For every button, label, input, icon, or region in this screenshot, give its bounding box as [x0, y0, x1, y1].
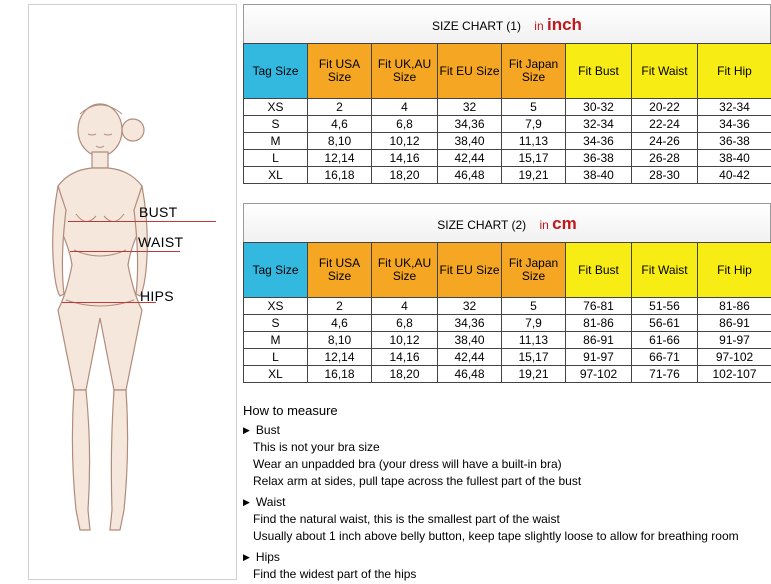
- table-cell: 24-26: [632, 133, 698, 150]
- table-cell: 22-24: [632, 116, 698, 133]
- table-cell: 6,8: [372, 315, 438, 332]
- table-cell: 34,36: [438, 116, 502, 133]
- table-cell: L: [244, 150, 308, 167]
- howto-section-waist: [243, 494, 771, 511]
- table-cell: 14,16: [372, 150, 438, 167]
- triangle-bullet-icon: ▶: [243, 425, 250, 435]
- table-cell: XS: [244, 298, 308, 315]
- table-cell: 38,40: [438, 133, 502, 150]
- howto-section-bust: [243, 422, 771, 439]
- table-cell: 12,14: [308, 150, 372, 167]
- table-cell: 66-71: [632, 349, 698, 366]
- howto-line: Find the natural waist, this is the smallest part of the waist: [253, 512, 560, 526]
- size-table: [243, 242, 771, 383]
- triangle-bullet-icon: ▶: [243, 497, 250, 507]
- header-cell: Fit EU Size: [438, 243, 502, 298]
- table-cell: 97-102: [698, 349, 771, 366]
- table-cell: XL: [244, 167, 308, 184]
- table-cell: 32-34: [566, 116, 632, 133]
- table-cell: 71-76: [632, 366, 698, 383]
- table-cell: 38,40: [438, 332, 502, 349]
- table-cell: 2: [308, 298, 372, 315]
- header-cell: Tag Size: [244, 44, 308, 99]
- header-cell: Fit USA Size: [308, 243, 372, 298]
- bust-line: [68, 221, 216, 222]
- table-row: [244, 116, 771, 133]
- table-row: [244, 150, 771, 167]
- table-cell: 16,18: [308, 167, 372, 184]
- table-cell: 19,21: [502, 366, 566, 383]
- table-cell: 12,14: [308, 349, 372, 366]
- table-cell: 6,8: [372, 116, 438, 133]
- table-cell: 30-32: [566, 99, 632, 116]
- table-cell: L: [244, 349, 308, 366]
- header-cell: Fit UK,AU Size: [372, 243, 438, 298]
- how-to-measure: [243, 402, 771, 583]
- table-cell: 34-36: [566, 133, 632, 150]
- table-cell: 18,20: [372, 366, 438, 383]
- table-cell: 51-56: [632, 298, 698, 315]
- table-cell: 4: [372, 298, 438, 315]
- header-cell: Fit Hip: [698, 44, 771, 99]
- size-chart-inch: [243, 4, 771, 184]
- table-cell: 4: [372, 99, 438, 116]
- table-cell: 32-34: [698, 99, 771, 116]
- table-cell: 5: [502, 99, 566, 116]
- table-cell: 10,12: [372, 332, 438, 349]
- table-cell: 7,9: [502, 116, 566, 133]
- table-cell: 10,12: [372, 133, 438, 150]
- header-cell: Fit Bust: [566, 243, 632, 298]
- waist-line: [70, 251, 180, 252]
- table-cell: 2: [308, 99, 372, 116]
- table-row: [244, 133, 771, 150]
- table-row: [244, 167, 771, 184]
- section-label: Bust: [255, 423, 280, 437]
- table-row: [244, 315, 771, 332]
- header-cell: Fit Japan Size: [502, 243, 566, 298]
- table-cell: 102-107: [698, 366, 771, 383]
- table-cell: 36-38: [566, 150, 632, 167]
- table-row: [244, 349, 771, 366]
- table-cell: 86-91: [698, 315, 771, 332]
- table-cell: 46,48: [438, 167, 502, 184]
- table-cell: 15,17: [502, 150, 566, 167]
- table-cell: 8,10: [308, 133, 372, 150]
- table-cell: 91-97: [698, 332, 771, 349]
- table-cell: 16,18: [308, 366, 372, 383]
- table-cell: 26-28: [632, 150, 698, 167]
- table-cell: 46,48: [438, 366, 502, 383]
- table-cell: 97-102: [566, 366, 632, 383]
- table-cell: S: [244, 315, 308, 332]
- table-cell: 19,21: [502, 167, 566, 184]
- table-cell: 4,6: [308, 116, 372, 133]
- table-row: [244, 366, 771, 383]
- header-cell: Tag Size: [244, 243, 308, 298]
- chart-title: SIZE CHART (1) in inch: [243, 4, 771, 43]
- header-cell: Fit Japan Size: [502, 44, 566, 99]
- table-cell: M: [244, 332, 308, 349]
- table-cell: 36-38: [698, 133, 771, 150]
- header-cell: Fit Hip: [698, 243, 771, 298]
- section-label: Hips: [255, 550, 280, 564]
- table-cell: 81-86: [698, 298, 771, 315]
- header-cell: Fit Waist: [632, 243, 698, 298]
- table-row: [244, 298, 771, 315]
- table-cell: 86-91: [566, 332, 632, 349]
- table-cell: 34-36: [698, 116, 771, 133]
- triangle-bullet-icon: ▶: [243, 552, 250, 562]
- size-table: [243, 43, 771, 184]
- hips-label: HIPS: [140, 288, 174, 304]
- table-cell: 11,13: [502, 332, 566, 349]
- table-cell: 61-66: [632, 332, 698, 349]
- table-cell: 34,36: [438, 315, 502, 332]
- table-cell: 32: [438, 298, 502, 315]
- howto-title: How to measure: [243, 403, 338, 418]
- table-cell: 20-22: [632, 99, 698, 116]
- table-cell: 40-42: [698, 167, 771, 184]
- waist-label: WAIST: [138, 234, 184, 250]
- size-chart-cm: [243, 203, 771, 383]
- table-cell: 15,17: [502, 349, 566, 366]
- table-cell: 76-81: [566, 298, 632, 315]
- table-cell: 32: [438, 99, 502, 116]
- header-cell: Fit Bust: [566, 44, 632, 99]
- section-label: Waist: [255, 495, 286, 509]
- table-row: [244, 332, 771, 349]
- table-cell: 4,6: [308, 315, 372, 332]
- table-cell: 42,44: [438, 349, 502, 366]
- table-cell: 38-40: [698, 150, 771, 167]
- table-cell: 5: [502, 298, 566, 315]
- table-cell: 38-40: [566, 167, 632, 184]
- bust-label: BUST: [139, 204, 178, 220]
- howto-line: Find the widest part of the hips: [253, 567, 417, 581]
- howto-line: Relax arm at sides, pull tape across the fullest part of the bust: [253, 474, 582, 488]
- body-figure: [30, 90, 220, 560]
- table-cell: 8,10: [308, 332, 372, 349]
- header-cell: Fit UK,AU Size: [372, 44, 438, 99]
- table-cell: 28-30: [632, 167, 698, 184]
- table-cell: 7,9: [502, 315, 566, 332]
- table-cell: XS: [244, 99, 308, 116]
- chart-title: SIZE CHART (2) in cm: [243, 203, 771, 242]
- howto-line: This is not your bra size: [253, 440, 380, 454]
- table-cell: S: [244, 116, 308, 133]
- howto-line: Wear an unpadded bra (your dress will have a built-in bra): [253, 457, 562, 471]
- table-cell: 11,13: [502, 133, 566, 150]
- table-cell: 14,16: [372, 349, 438, 366]
- header-cell: Fit EU Size: [438, 44, 502, 99]
- table-cell: 81-86: [566, 315, 632, 332]
- table-cell: M: [244, 133, 308, 150]
- table-row: [244, 99, 771, 116]
- header-cell: Fit Waist: [632, 44, 698, 99]
- table-cell: 56-61: [632, 315, 698, 332]
- howto-section-hips: [243, 549, 771, 566]
- table-cell: 91-97: [566, 349, 632, 366]
- table-cell: 18,20: [372, 167, 438, 184]
- howto-line: Usually about 1 inch above belly button, keep tape slightly loose to allow for breathing room: [253, 529, 739, 543]
- table-cell: XL: [244, 366, 308, 383]
- header-cell: Fit USA Size: [308, 44, 372, 99]
- table-cell: 42,44: [438, 150, 502, 167]
